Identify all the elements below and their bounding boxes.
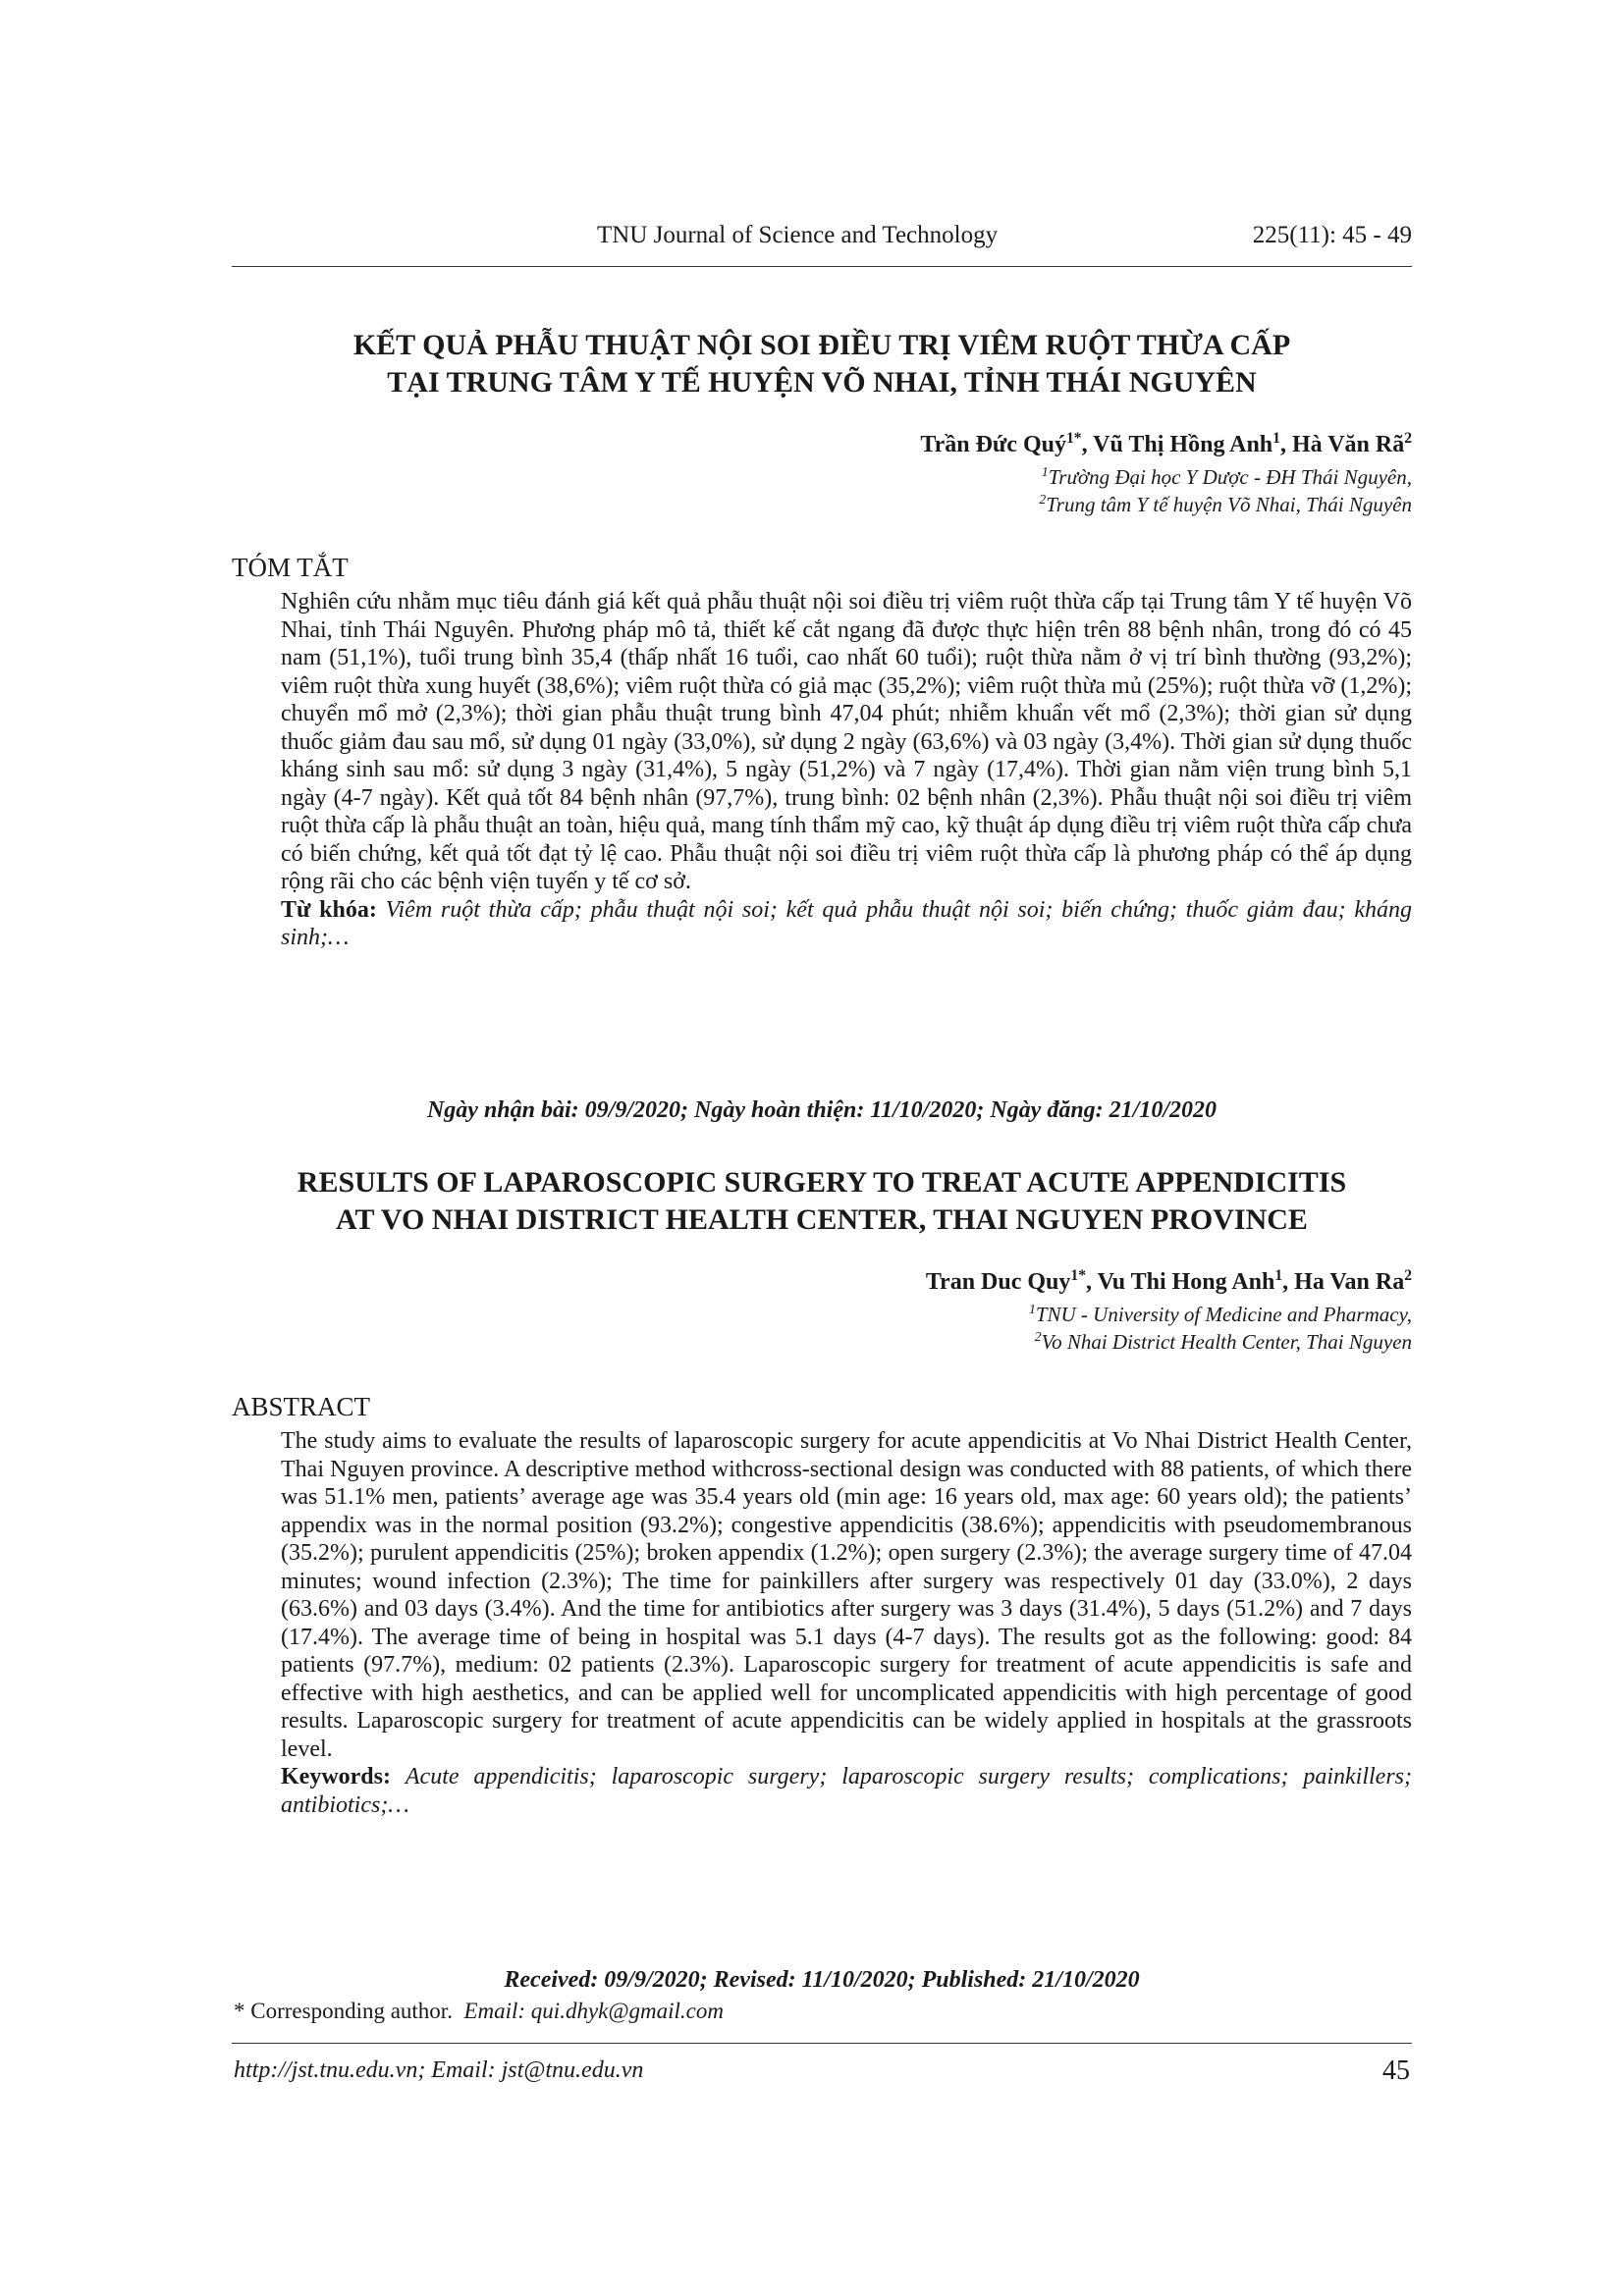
en-title-line1: RESULTS OF LAPAROSCOPIC SURGERY TO TREAT ACUTE APPENDICITIS: [297, 1166, 1347, 1199]
en-author-2: Vu Thi Hong Anh: [1097, 1269, 1275, 1295]
vi-affiliation-1-sup: 1: [1041, 464, 1049, 479]
en-keywords: [281, 1763, 1412, 1819]
vi-affiliation-2: [1039, 491, 1412, 518]
vi-abstract-text: Nghiên cứu nhằm mục tiêu đánh giá kết quả phẫu thuật nội soi điều trị viêm ruột thừa cấp tại Trung tâm Y tế huyện Võ Nhai, tỉnh Thái Nguyên. Phương pháp mô tả, thiết kế cắt ngang đã được thực hiện trên 88 bệnh nhân, trong đó có 45 nam (51,1%), tuổi trung bình 35,4 (thấp nhất 16 tuổi, cao nhất 60 tuổi); ruột thừa nằm ở vị trí bình thường (93,2%); viêm ruột thừa xung huyết (38,6%); viêm ruột thừa có giả mạc (35,2%); viêm ruột thừa mủ (25%); ruột thừa vỡ (1,2%); chuyển mổ mở (2,3%); thời gian phẫu thuật trung bình 47,04 phút; nhiễm khuẩn vết mổ (2,3%); thời gian sử dụng thuốc giảm đau sau mổ, sử dụng 01 ngày (33,0%), sử dụng 2 ngày (63,6%) và 03 ngày (3,4%). Thời gian sử dụng thuốc kháng sinh sau mổ: sử dụng 3 ngày (31,4%), 5 ngày (51,2%) và 7 ngày (17,4%). Thời gian nằm viện trung bình 5,1 ngày (4-7 ngày). Kết quả tốt 84 bệnh nhân (97,7%), trung bình: 02 bệnh nhân (2,3%). Phẫu thuật nội soi điều trị viêm ruột thừa cấp là phẫu thuật an toàn, hiệu quả, mang tính thẩm mỹ cao, kỹ thuật áp dụng điều trị viêm ruột thừa cấp chưa có biến chứng, kết quả tốt đạt tỷ lệ cao. Phẫu thuật nội soi điều trị viêm ruột thừa cấp là phương pháp có thể áp dụng rộng rãi cho các bệnh viện tuyến y tế cơ sở.: [281, 589, 1412, 894]
vi-affiliation-2-sup: 2: [1039, 492, 1047, 507]
footer-rule: [232, 2043, 1412, 2044]
journal-name: TNU Journal of Science and Technology: [597, 222, 999, 248]
en-dates: Received: 09/9/2020; Revised: 11/10/2020; Published: 21/10/2020: [504, 1967, 1140, 1993]
vi-title-line1: KẾT QUẢ PHẪU THUẬT NỘI SOI ĐIỀU TRỊ VIÊM RUỘT THỪA CẤP: [352, 329, 1291, 361]
en-author-3: Ha Van Ra: [1294, 1269, 1405, 1295]
en-affiliation-2-sup: 2: [1034, 1329, 1042, 1344]
corresponding-author-email: Email: qui.dhyk@gmail.com: [463, 1999, 724, 2023]
en-affiliation-1: [1029, 1301, 1412, 1328]
vi-keywords: [281, 896, 1412, 952]
vi-dates: Ngày nhận bài: 09/9/2020; Ngày hoàn thiện: 11/10/2020; Ngày đăng: 21/10/2020: [426, 1097, 1218, 1123]
en-keywords-label: Keywords:: [281, 1764, 391, 1789]
en-abstract-text: The study aims to evaluate the results of laparoscopic surgery for acute appendicitis at Vo Nhai District Health Center, Thai Nguyen province. A descriptive method withcross-sectional design was conducted with 88 patients, of which there was 51.1% men, patients’ average age was 35.4 years old (min age: 16 years old, max age: 60 years old); the patients’ appendix was in the normal position (93.2%); congestive appendicitis (38.6%); appendicitis with pseudomembranous (35.2%); purulent appendicitis (25%); broken appendix (1.2%); open surgery (2.3%); the average surgery time of 47.04 minutes; wound infection (2.3%); The time for painkillers after surgery was respectively 01 day (33.0%), 2 days (63.6%) and 03 days (3.4%). And the time for antibiotics after surgery was 3 days (31.4%), 5 days (51.2%) and 7 days (17.4%). The average time of being in hospital was 5.1 days (4-7 days). The results got as the following: good: 84 patients (97.7%), medium: 02 patients (2.3%). Laparoscopic surgery for treatment of acute appendicitis is safe and effective with high aesthetics, and can be applied well for uncomplicated appendicitis with high percentage of good results. Laparoscopic surgery for treatment of acute appendicitis can be widely applied in hospitals at the grassroots level.: [281, 1428, 1412, 1762]
footer-url: http://jst.tnu.edu.vn; Email: jst@tnu.edu.vn: [234, 2057, 644, 2083]
vi-authors: Trần Đức Quý$^{1*}$, Vũ Thị Hồng Anh$^1$, Hà Văn $Rã^2$: [920, 430, 1412, 457]
en-affiliation-2-text: Vo Nhai District Health Center, Thai Nguyen: [1041, 1330, 1412, 1354]
vi-author-2-sup: 1: [1272, 430, 1280, 447]
issue-pages: 225(11): 45 - 49: [1252, 222, 1412, 248]
vi-author-3: Hà Văn Rã: [1291, 432, 1405, 457]
en-title-line2: AT VO NHAI DISTRICT HEALTH CENTER, THAI NGUYEN PROVINCE: [336, 1203, 1308, 1236]
en-author-2-sup: 1: [1274, 1267, 1283, 1284]
vi-affiliation-1: [1039, 463, 1412, 491]
en-author-3-sup: 2: [1404, 1267, 1412, 1284]
en-affiliation-2: [1029, 1328, 1412, 1356]
header-rule: [232, 266, 1412, 267]
en-affiliations: [1029, 1301, 1412, 1356]
en-affiliation-1-text: TNU - University of Medicine and Pharmacy,: [1035, 1303, 1412, 1326]
vi-author-1: Trần Đức Quý: [920, 432, 1066, 457]
en-authors: Tran Duc Quy$^{1*}$, Vu Thi Hong Anh$^1$, Ha Van Ra$^2$: [925, 1267, 1412, 1295]
en-author-1: Tran Duc Quy: [925, 1269, 1071, 1295]
vi-author-2: Vũ Thị Hồng Anh: [1093, 432, 1273, 457]
vi-keywords-label: Từ khóa:: [281, 896, 377, 923]
vi-abstract: [281, 588, 1412, 952]
vi-title: [232, 327, 1412, 401]
corresponding-author-label: * Corresponding author.: [234, 1999, 453, 2023]
page-number: 45: [1382, 2056, 1410, 2086]
vi-affiliations: [1039, 463, 1412, 518]
en-keywords-text: Acute appendicitis; laparoscopic surgery; laparoscopic surgery results; complications; painkillers; antibiotics;…: [281, 1764, 1413, 1818]
vi-title-line2: TẠI TRUNG TÂM Y TẾ HUYỆN VÕ NHAI, TỈNH THÁI NGUYÊN: [387, 366, 1257, 399]
vi-affiliation-1-text: Trường Đại học Y Dược - ĐH Thái Nguyên,: [1048, 465, 1412, 489]
vi-affiliation-2-text: Trung tâm Y tế huyện Võ Nhai, Thái Nguyên: [1046, 493, 1412, 516]
vi-keywords-text: Viêm ruột thừa cấp; phẫu thuật nội soi; kết quả phẫu thuật nội soi; biến chứng; thuốc giảm đau; kháng sinh;…: [281, 896, 1412, 950]
en-affiliation-1-sup: 1: [1028, 1302, 1036, 1316]
corresponding-author-note: [234, 1999, 724, 2024]
vi-section-heading: TÓM TẮT: [232, 553, 349, 582]
vi-author-1-sup: 1*: [1065, 430, 1082, 447]
en-section-heading: ABSTRACT: [232, 1392, 371, 1421]
en-author-1-sup: 1*: [1070, 1267, 1086, 1284]
en-abstract: [281, 1427, 1412, 1819]
en-title: [232, 1164, 1412, 1239]
vi-author-3-sup: 2: [1404, 430, 1412, 447]
